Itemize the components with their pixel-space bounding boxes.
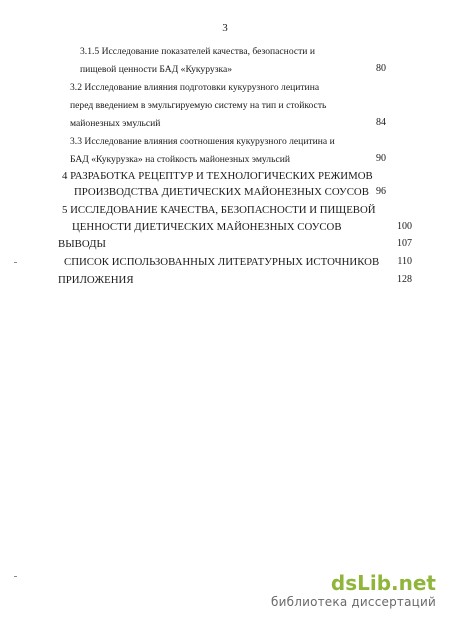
- toc-references-page: 110: [397, 256, 412, 267]
- toc-entry-3-2-line-3: майонезных эмульсий: [70, 118, 161, 129]
- scan-mark: [14, 576, 17, 577]
- toc-references: СПИСОК ИСПОЛЬЗОВАННЫХ ЛИТЕРАТУРНЫХ ИСТОЧНИКОВ: [64, 256, 380, 268]
- toc-appendices-page: 128: [397, 274, 412, 285]
- toc-chapter-4-line-2: ПРОИЗВОДСТВА ДИЕТИЧЕСКИХ МАЙОНЕЗНЫХ СОУСОВ: [74, 186, 369, 198]
- scan-mark: [14, 262, 17, 263]
- toc-chapter-5-line-2: ЦЕННОСТИ ДИЕТИЧЕСКИХ МАЙОНЕЗНЫХ СОУСОВ: [72, 221, 342, 233]
- page-number: 3: [222, 22, 228, 34]
- watermark-subtitle: библиотека диссертаций: [271, 595, 436, 609]
- toc-entry-3-1-5-page: 80: [376, 63, 386, 74]
- toc-chapter-5-line-1: 5 ИССЛЕДОВАНИЕ КАЧЕСТВА, БЕЗОПАСНОСТИ И ПИЩЕВОЙ: [62, 204, 376, 216]
- watermark: [271, 572, 436, 610]
- toc-entry-3-2-page: 84: [376, 117, 386, 128]
- watermark-logo: dsLib.net: [330, 571, 436, 595]
- toc-appendices: ПРИЛОЖЕНИЯ: [58, 274, 134, 286]
- toc-entry-3-1-5-line-2: пищевой ценности БАД «Кукурузка»: [80, 64, 233, 75]
- toc-entry-3-2-line-2: перед введением в эмульгируемую систему на тип и стойкость: [70, 100, 327, 111]
- toc-conclusions-page: 107: [397, 238, 412, 249]
- toc-entry-3-3-line-1: 3.3 Исследование влияния соотношения кукурузного лецитина и: [70, 136, 335, 147]
- toc-chapter-5-page: 100: [397, 221, 412, 232]
- toc-entry-3-3-page: 90: [376, 153, 386, 164]
- toc-chapter-4-page: 96: [376, 186, 386, 197]
- toc-chapter-4-line-1: 4 РАЗРАБОТКА РЕЦЕПТУР И ТЕХНОЛОГИЧЕСКИХ РЕЖИМОВ: [62, 170, 373, 182]
- toc-entry-3-1-5-line-1: 3.1.5 Исследование показателей качества, безопасности и: [80, 46, 315, 57]
- toc-conclusions: ВЫВОДЫ: [58, 238, 106, 250]
- toc-entry-3-2-line-1: 3.2 Исследование влияния подготовки кукурузного лецитина: [70, 82, 320, 93]
- toc-entry-3-3-line-2: БАД «Кукурузка» на стойкость майонезных эмульсий: [70, 154, 290, 165]
